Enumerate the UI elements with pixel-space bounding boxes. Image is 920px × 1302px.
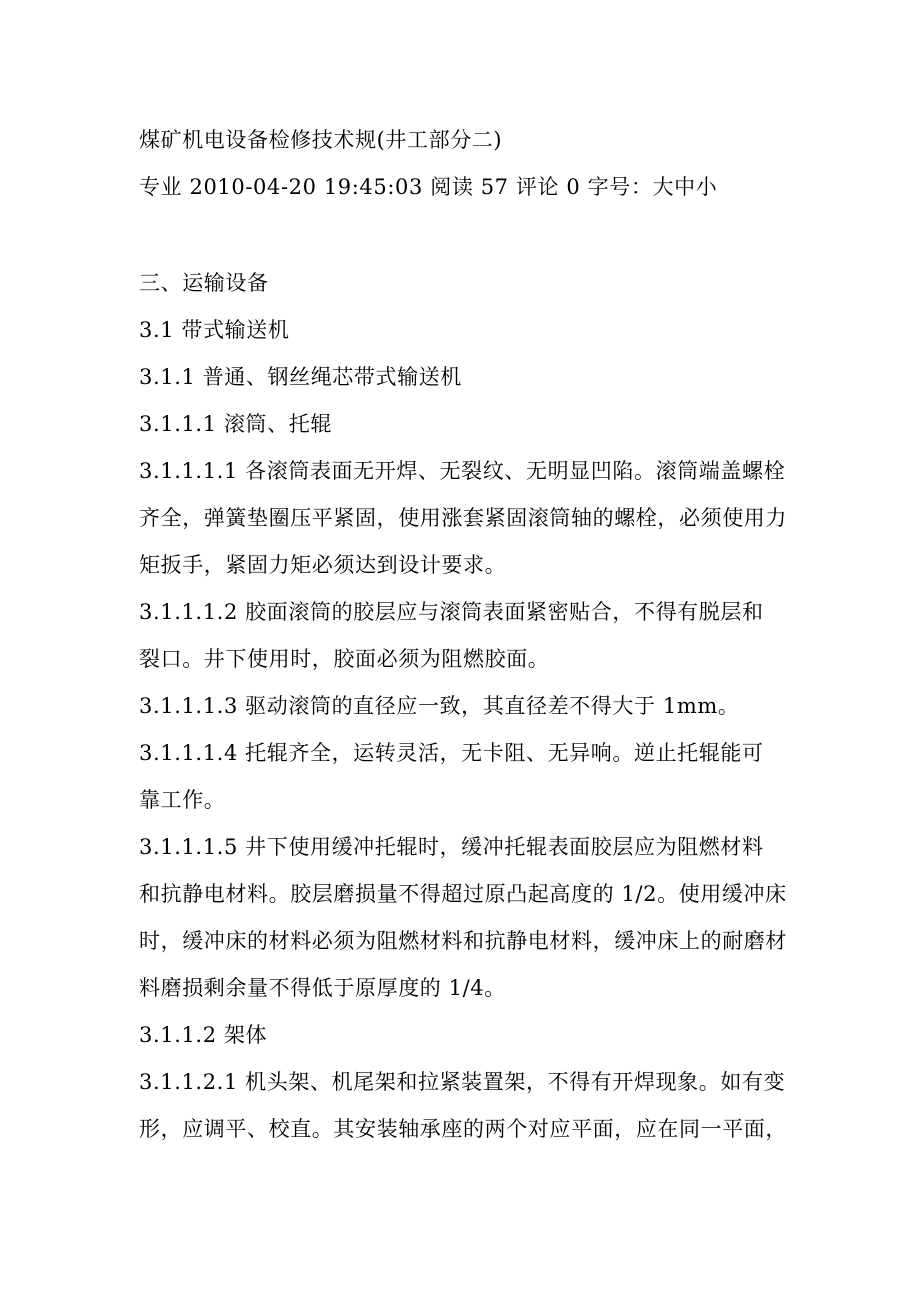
meta-line <box>139 172 799 202</box>
font-size-small-link[interactable]: 小 <box>695 175 718 199</box>
paragraph-line: 3.1.1.2.1 机头架、机尾架和拉紧装置架，不得有开焊现象。如有变 <box>139 1070 786 1094</box>
paragraph-line: 裂口。井下使用时，胶面必须为阻燃胶面。 <box>139 647 550 671</box>
subsection-heading: 3.1.1 普通、钢丝绳芯带式输送机 <box>139 365 462 389</box>
paragraph-line: 3.1.1.1.2 胶面滚筒的胶层应与滚筒表面紧密贴合，不得有脱层和 <box>139 600 764 624</box>
meta-comments-count: 0 <box>566 175 581 199</box>
paragraph-line: 3.1.1.1.5 井下使用缓冲托辊时，缓冲托辊表面胶层应为阻燃材料 <box>139 835 764 859</box>
meta-reads-label: 阅读 <box>430 175 474 199</box>
paragraph-line: 3.1.1.1.3 驱动滚筒的直径应一致，其直径差不得大于 1mm。 <box>139 694 740 718</box>
paragraph-line: 3.1.1.1.4 托辊齐全，运转灵活，无卡阻、无异响。逆止托辊能可 <box>139 741 764 765</box>
subsection-heading: 3.1.1.2 架体 <box>139 1023 268 1047</box>
paragraph-line: 和抗静电材料。胶层磨损量不得超过原凸起高度的 1/2。使用缓冲床 <box>139 882 787 906</box>
section-heading: 三、运输设备 <box>139 271 269 295</box>
meta-reads-count: 57 <box>480 175 509 199</box>
subsection-heading: 3.1.1.1 滚筒、托辊 <box>139 412 332 436</box>
meta-datetime: 2010-04-20 19:45:03 <box>189 175 423 199</box>
paragraph-line: 形，应调平、校直。其安装轴承座的两个对应平面，应在同一平面， <box>139 1117 787 1141</box>
font-size-large-link[interactable]: 大 <box>652 175 675 199</box>
paragraph-line: 靠工作。 <box>139 788 226 812</box>
meta-category: 专业 <box>139 175 183 199</box>
paragraph-line: 矩扳手，紧固力矩必须达到设计要求。 <box>139 553 507 577</box>
subsection-heading: 3.1 带式输送机 <box>139 318 290 342</box>
paragraph-line: 3.1.1.1.1 各滚筒表面无开焊、无裂纹、无明显凹陷。滚筒端盖螺栓 <box>139 459 786 483</box>
meta-comments-label: 评论 <box>515 175 560 199</box>
font-size-label: 字号： <box>587 175 653 199</box>
paragraph-line: 料磨损剩余量不得低于原厚度的 1/4。 <box>139 976 506 1000</box>
paragraph-line: 时，缓冲床的材料必须为阻燃材料和抗静电材料，缓冲床上的耐磨材 <box>139 929 787 953</box>
paragraph-line: 齐全，弹簧垫圈压平紧固，使用涨套紧固滚筒轴的螺栓，必须使用力 <box>139 506 787 530</box>
document-title: 煤矿机电设备检修技术规(井工部分二) <box>139 128 503 152</box>
font-size-medium-link[interactable]: 中 <box>674 175 696 199</box>
